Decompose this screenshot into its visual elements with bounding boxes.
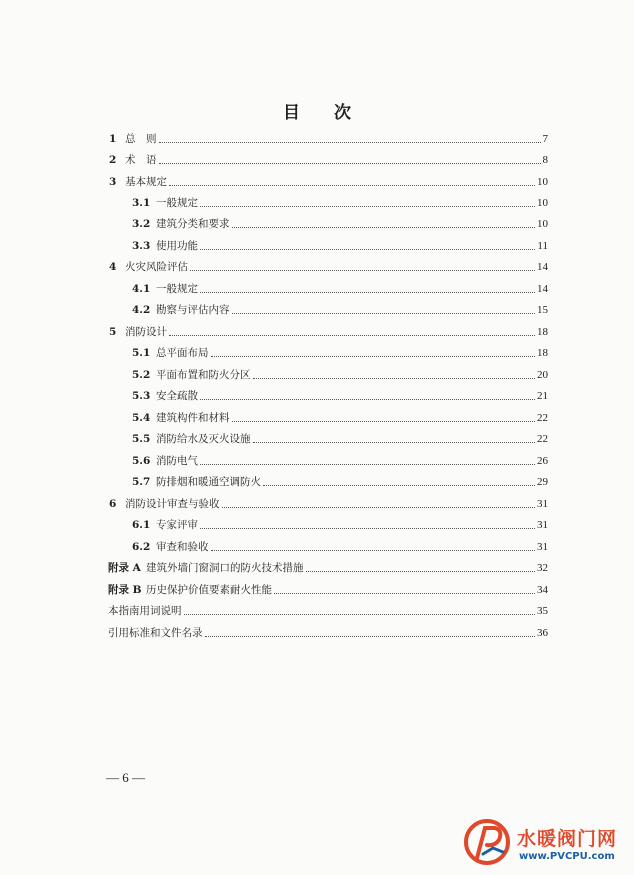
toc-leader-dots	[306, 571, 536, 572]
toc-entry[interactable]	[109, 494, 548, 510]
toc-entry-number: 5.1	[132, 347, 151, 359]
toc-leader-dots	[200, 399, 535, 400]
toc-leader-dots	[232, 313, 536, 314]
toc-entry-number: 5.5	[132, 433, 151, 445]
toc-entry-number: 5.3	[132, 390, 151, 402]
toc-entry-title: 基本规定	[125, 176, 167, 188]
toc-entry[interactable]	[132, 515, 548, 531]
toc-entry-page: 15	[537, 304, 548, 316]
toc-entry-number: 5.2	[132, 369, 151, 381]
toc-entry-title: 勘察与评估内容	[156, 304, 230, 316]
toc-entry-number: 3	[109, 176, 117, 188]
toc-entry-number: 附录 A	[108, 562, 141, 574]
toc-leader-dots	[190, 270, 535, 271]
toc-entry-title: 建筑外墙门窗洞口的防火技术措施	[146, 562, 304, 574]
toc-entry-title: 建筑分类和要求	[156, 218, 230, 230]
toc-entry[interactable]	[109, 322, 548, 338]
toc-entry-title: 引用标准和文件名录	[108, 627, 203, 639]
toc-entry-title: 总 则	[125, 133, 157, 145]
toc-entry-number: 6.1	[132, 519, 151, 531]
toc-leader-dots	[211, 550, 536, 551]
toc-entry-page: 26	[537, 455, 548, 467]
toc-entry[interactable]	[108, 601, 548, 617]
toc-entry[interactable]	[132, 279, 548, 295]
toc-leader-dots	[200, 249, 535, 250]
toc-entry-number: 5	[109, 326, 117, 338]
toc-entry-page: 18	[537, 326, 548, 338]
toc-entry-page: 11	[537, 240, 548, 252]
toc-entry-title: 建筑构件和材料	[156, 412, 230, 424]
toc-leader-dots	[232, 227, 536, 228]
toc-leader-dots	[222, 507, 536, 508]
toc-entry[interactable]	[109, 257, 548, 273]
toc-leader-dots	[159, 163, 541, 164]
toc-entry-page: 22	[537, 433, 548, 445]
toc-leader-dots	[205, 636, 536, 637]
toc-entry-title: 审查和验收	[156, 541, 209, 553]
toc-entry-page: 31	[537, 541, 548, 553]
toc-entry-page: 32	[537, 562, 548, 574]
toc-leader-dots	[169, 185, 535, 186]
toc-entry-title: 本指南用词说明	[108, 605, 182, 617]
toc-entry-title: 消防设计	[125, 326, 167, 338]
toc-entry-title: 历史保护价值要素耐火性能	[146, 584, 272, 596]
toc-entry[interactable]	[108, 580, 548, 596]
toc-entry-page: 20	[537, 369, 548, 381]
toc-entry[interactable]	[109, 150, 548, 166]
watermark-url: www.PVCPU.com	[519, 851, 615, 862]
toc-entry-page: 8	[542, 154, 548, 166]
toc-entry-number: 2	[109, 154, 117, 166]
toc-entry-title: 消防给水及灭火设施	[156, 433, 251, 445]
toc-entry-title: 总平面布局	[156, 347, 209, 359]
toc-entry-page: 31	[537, 519, 548, 531]
toc-leader-dots	[169, 335, 535, 336]
toc-entry[interactable]	[132, 300, 548, 316]
page-title: 目 次	[283, 103, 365, 123]
toc-entry-title: 专家评审	[156, 519, 198, 531]
toc-leader-dots	[200, 292, 535, 293]
logo-icon	[463, 818, 513, 868]
toc-entry-number: 附录 B	[108, 584, 142, 596]
toc-entry[interactable]	[132, 429, 548, 445]
toc-entry-title: 消防设计审查与验收	[125, 498, 220, 510]
toc-entry[interactable]	[132, 193, 548, 209]
toc-entry-number: 1	[109, 133, 117, 145]
toc-leader-dots	[200, 206, 535, 207]
toc-entry-number: 5.4	[132, 412, 151, 424]
toc-entry-page: 10	[537, 197, 548, 209]
toc-leader-dots	[159, 142, 541, 143]
toc-entry[interactable]	[109, 172, 548, 188]
toc-entry[interactable]	[109, 129, 548, 145]
toc-entry-page: 29	[537, 476, 548, 488]
toc-entry-title: 一般规定	[156, 283, 198, 295]
toc-leader-dots	[253, 378, 536, 379]
toc-entry-number: 5.7	[132, 476, 151, 488]
toc-leader-dots	[232, 421, 536, 422]
toc-leader-dots	[253, 442, 536, 443]
toc-entry-title: 火灾风险评估	[125, 261, 188, 273]
toc-entry-page: 10	[537, 218, 548, 230]
toc-entry-number: 4.1	[132, 283, 151, 295]
toc-leader-dots	[184, 614, 536, 615]
watermark	[463, 818, 633, 870]
toc-leader-dots	[200, 464, 535, 465]
watermark-name: 水暖阀门网	[517, 828, 618, 850]
toc-entry-title: 一般规定	[156, 197, 198, 209]
toc-entry[interactable]	[132, 236, 548, 252]
toc-entry[interactable]	[132, 365, 548, 381]
toc-entry-page: 10	[537, 176, 548, 188]
toc-entry-number: 6.2	[132, 541, 151, 553]
toc-entry[interactable]	[132, 537, 548, 553]
toc-entry[interactable]	[132, 343, 548, 359]
toc-entry-number: 4	[109, 261, 117, 273]
toc-entry-number: 4.2	[132, 304, 151, 316]
toc-entry-page: 7	[542, 133, 548, 145]
toc-entry-page: 14	[537, 261, 548, 273]
toc-entry-number: 3.1	[132, 197, 151, 209]
toc-entry[interactable]	[132, 408, 548, 424]
page-number: — 6 —	[106, 770, 145, 785]
toc-entry-number: 3.2	[132, 218, 151, 230]
toc-entry-title: 消防电气	[156, 455, 198, 467]
toc-entry-title: 防排烟和暖通空调防火	[156, 476, 261, 488]
toc-leader-dots	[263, 485, 535, 486]
toc-leader-dots	[274, 593, 535, 594]
toc-leader-dots	[211, 356, 536, 357]
toc-entry-page: 18	[537, 347, 548, 359]
toc-entry-page: 34	[537, 584, 548, 596]
toc-entry-page: 35	[537, 605, 548, 617]
toc-entry[interactable]	[132, 451, 548, 467]
toc-entry[interactable]	[108, 623, 548, 639]
toc-entry-page: 14	[537, 283, 548, 295]
toc-entry-title: 安全疏散	[156, 390, 198, 402]
toc-entry-title: 平面布置和防火分区	[156, 369, 251, 381]
toc-entry-page: 31	[537, 498, 548, 510]
toc-entry-number: 5.6	[132, 455, 151, 467]
toc-entry[interactable]	[132, 214, 548, 230]
toc-entry-page: 21	[537, 390, 548, 402]
toc-entry-title: 使用功能	[156, 240, 198, 252]
toc-entry-number: 3.3	[132, 240, 151, 252]
toc-entry-page: 22	[537, 412, 548, 424]
toc-entry[interactable]	[132, 472, 548, 488]
toc-leader-dots	[200, 528, 535, 529]
toc-entry[interactable]	[108, 558, 548, 574]
toc-entry-number: 6	[109, 498, 117, 510]
toc-entry[interactable]	[132, 386, 548, 402]
toc-entry-title: 术 语	[125, 154, 157, 166]
toc-entry-page: 36	[537, 627, 548, 639]
